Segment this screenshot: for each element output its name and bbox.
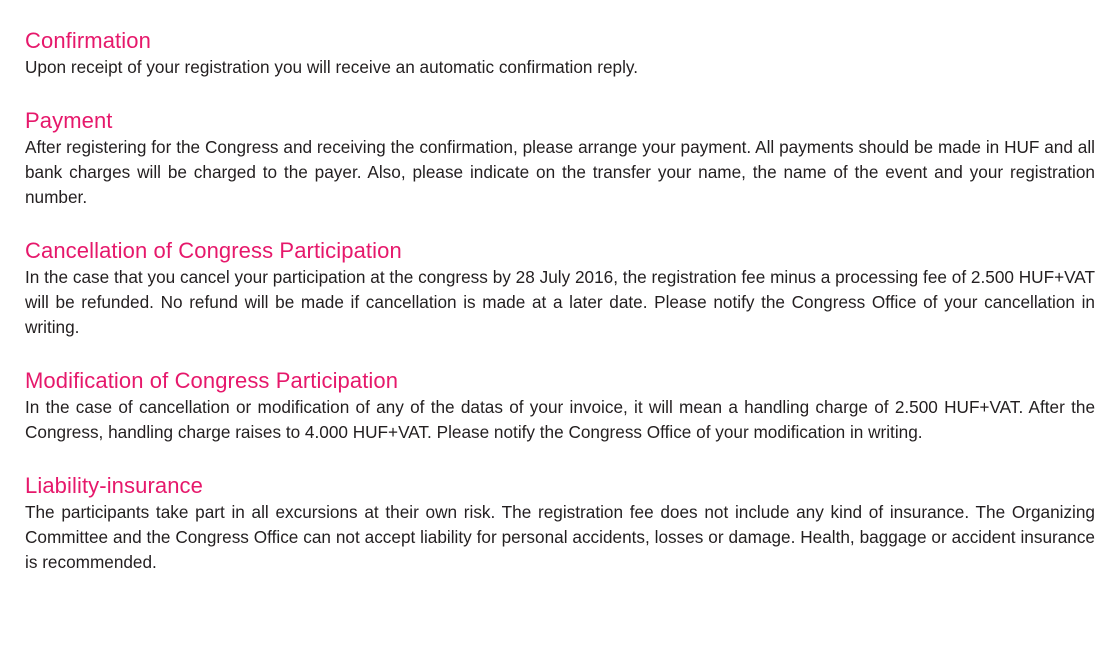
section-title: Confirmation	[25, 28, 151, 53]
section-body: In the case of cancellation or modification of any of the datas of your invoice, it will mean a handling charge of 2.500 HUF+VAT. After the Congress, handling charge raises to 4.000 HUF+VAT. Please notify the Congress Office of your modification in writing.	[25, 397, 1095, 442]
section-body: The participants take part in all excursions at their own risk. The registration fee does not include any kind of insurance. The Organizing Committee and the Congress Office can not accept liability for personal accidents, losses or damage. Health, baggage or accident insurance is recommended.	[25, 502, 1095, 572]
section-confirmation	[25, 27, 1095, 80]
section-payment	[25, 107, 1095, 210]
section-cancellation	[25, 237, 1095, 340]
section-body: In the case that you cancel your participation at the congress by 28 July 2016, the registration fee minus a processing fee of 2.500 HUF+VAT will be refunded. No refund will be made if cancellation is made at a later date. Please notify the Congress Office of your cancellation in writing.	[25, 267, 1095, 337]
section-title: Cancellation of Congress Participation	[25, 238, 402, 263]
section-modification	[25, 367, 1095, 445]
section-liability-insurance	[25, 472, 1095, 575]
section-body: After registering for the Congress and receiving the confirmation, please arrange your payment. All payments should be made in HUF and all bank charges will be charged to the payer. Also, please indicate on the transfer your name, the name of the event and your registration number.	[25, 137, 1095, 207]
section-body: Upon receipt of your registration you will receive an automatic confirmation reply.	[25, 57, 638, 77]
section-title: Liability-insurance	[25, 473, 203, 498]
section-title: Payment	[25, 108, 113, 133]
section-title: Modification of Congress Participation	[25, 368, 399, 393]
